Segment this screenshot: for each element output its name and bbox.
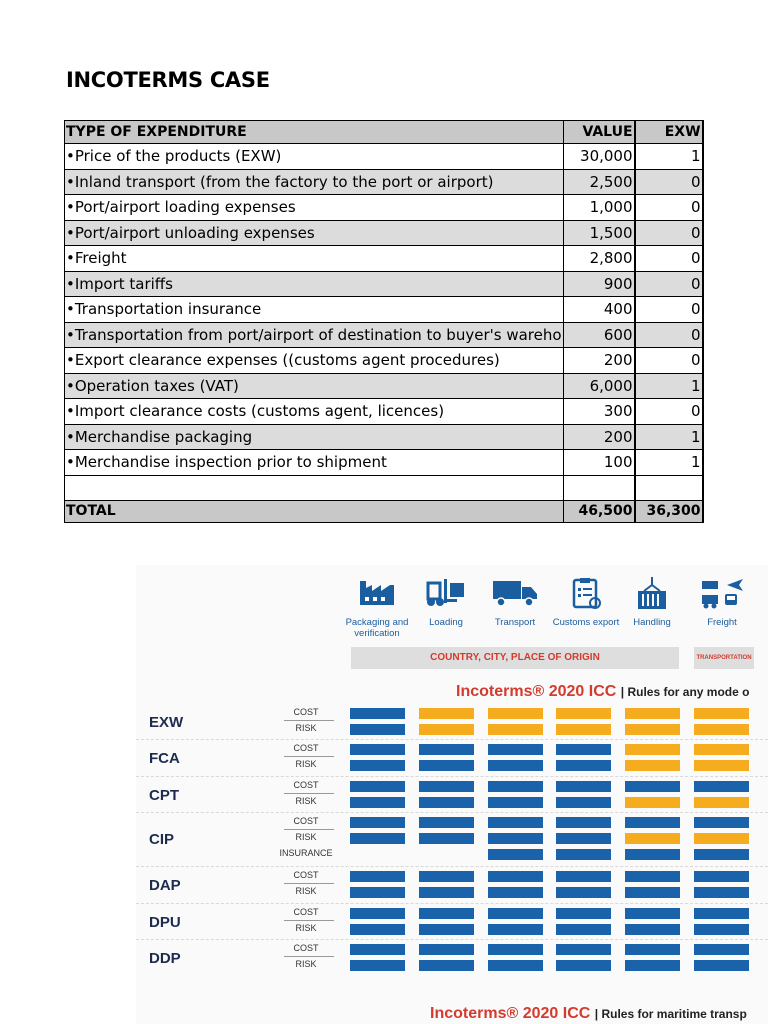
seller-cell (556, 781, 611, 792)
row-separator (136, 939, 768, 941)
seller-cell (556, 760, 611, 771)
seller-cell (350, 817, 405, 828)
seller-cell (350, 708, 405, 719)
step-3 (550, 577, 622, 628)
blank-cell (563, 475, 635, 500)
seller-cell (419, 833, 474, 844)
total-value: 46,500 (563, 500, 635, 522)
table-row (65, 373, 703, 399)
heading-subtitle: | Rules for any mode o (620, 685, 750, 699)
row-value: 400 (563, 297, 635, 323)
incoterms-heading (456, 683, 749, 701)
seller-cell (488, 833, 543, 844)
seller-cell (488, 871, 543, 882)
seller-cell (488, 760, 543, 771)
row-label: COST (293, 816, 319, 826)
total-label: TOTAL (65, 500, 564, 522)
term-dpu: DPU (149, 914, 181, 931)
truck-icon (479, 577, 551, 613)
seller-cell (488, 797, 543, 808)
row-item: •Export clearance expenses ((customs agent procedures) (65, 348, 564, 374)
buyer-cell (694, 744, 749, 755)
step-label: Transport (494, 617, 536, 628)
buyer-cell (625, 797, 680, 808)
table-row (65, 348, 703, 374)
seller-cell (694, 817, 749, 828)
seller-cell (350, 781, 405, 792)
seller-cell (419, 908, 474, 919)
seller-cell (694, 871, 749, 882)
heading2-subtitle: | Rules for maritime transp (594, 1007, 747, 1021)
seller-cell (625, 817, 680, 828)
row-item: •Inland transport (from the factory to the port or airport) (65, 169, 564, 195)
row-exw: 0 (635, 297, 703, 323)
origin-bar: COUNTRY, CITY, PLACE OF ORIGIN (351, 647, 679, 669)
row-label: COST (293, 707, 319, 717)
label-divider (284, 883, 334, 884)
row-value: 600 (563, 322, 635, 348)
row-item: •Import clearance costs (customs agent, licences) (65, 399, 564, 425)
row-item: •Port/airport loading expenses (65, 195, 564, 221)
seller-cell (488, 781, 543, 792)
seller-cell (419, 781, 474, 792)
seller-cell (625, 871, 680, 882)
blank-cell (635, 475, 703, 500)
row-value: 1,500 (563, 220, 635, 246)
seller-cell (694, 944, 749, 955)
row-label: RISK (295, 759, 317, 769)
row-label: COST (293, 907, 319, 917)
seller-cell (625, 887, 680, 898)
row-item: •Transportation insurance (65, 297, 564, 323)
seller-cell (488, 960, 543, 971)
row-label: COST (293, 743, 319, 753)
buyer-cell (556, 708, 611, 719)
seller-cell (556, 744, 611, 755)
seller-cell (556, 871, 611, 882)
row-separator (136, 739, 768, 741)
buyer-cell (488, 724, 543, 735)
buyer-cell (625, 760, 680, 771)
seller-cell (350, 960, 405, 971)
row-label: COST (293, 780, 319, 790)
term-fca: FCA (149, 750, 180, 767)
crane-container-icon (616, 577, 688, 613)
seller-cell (488, 908, 543, 919)
incoterms-heading-maritime (430, 1005, 747, 1023)
seller-cell (350, 887, 405, 898)
row-item: •Transportation from port/airport of destination to buyer's wareho (65, 322, 564, 348)
row-exw: 0 (635, 271, 703, 297)
clipboard-icon (550, 577, 622, 613)
header-value: VALUE (563, 121, 635, 144)
row-exw: 1 (635, 144, 703, 170)
row-exw: 1 (635, 373, 703, 399)
step-0 (341, 577, 413, 639)
row-exw: 1 (635, 450, 703, 476)
seller-cell (556, 833, 611, 844)
incoterms-graphic (136, 565, 768, 1024)
seller-cell (350, 724, 405, 735)
seller-cell (488, 944, 543, 955)
term-exw: EXW (149, 714, 184, 731)
row-value: 900 (563, 271, 635, 297)
seller-cell (694, 960, 749, 971)
total-exw: 36,300 (635, 500, 703, 522)
seller-cell (488, 817, 543, 828)
table-row (65, 424, 703, 450)
seller-cell (350, 797, 405, 808)
table-row (65, 220, 703, 246)
row-item: •Merchandise packaging (65, 424, 564, 450)
seller-cell (419, 760, 474, 771)
row-exw: 0 (635, 322, 703, 348)
seller-cell (556, 797, 611, 808)
seller-cell (419, 944, 474, 955)
term-ddp: DDP (149, 950, 181, 967)
label-divider (284, 756, 334, 757)
row-value: 200 (563, 424, 635, 450)
row-value: 30,000 (563, 144, 635, 170)
table-row (65, 271, 703, 297)
buyer-cell (625, 833, 680, 844)
step-2 (479, 577, 551, 628)
row-label: COST (293, 943, 319, 953)
seller-cell (350, 833, 405, 844)
seller-cell (350, 744, 405, 755)
buyer-cell (694, 724, 749, 735)
row-value: 300 (563, 399, 635, 425)
step-label: Freight (707, 617, 737, 628)
step-1 (410, 577, 482, 628)
multimodal-icon (686, 577, 758, 613)
page-title: INCOTERMS CASE (66, 68, 270, 92)
row-value: 100 (563, 450, 635, 476)
seller-cell (625, 944, 680, 955)
seller-cell (488, 887, 543, 898)
seller-cell (488, 924, 543, 935)
term-dap: DAP (149, 877, 181, 894)
label-divider (284, 956, 334, 957)
buyer-cell (625, 724, 680, 735)
row-item: •Import tariffs (65, 271, 564, 297)
label-divider (284, 829, 334, 830)
row-label: RISK (295, 832, 317, 842)
row-separator (136, 812, 768, 814)
row-label: INSURANCE (279, 848, 333, 858)
forklift-icon (410, 577, 482, 613)
table-row (65, 322, 703, 348)
table-row (65, 450, 703, 476)
label-divider (284, 920, 334, 921)
buyer-cell (419, 708, 474, 719)
seller-cell (488, 849, 543, 860)
step-label: Handling (633, 617, 671, 628)
seller-cell (556, 944, 611, 955)
step-label: Loading (429, 617, 463, 628)
row-separator (136, 776, 768, 778)
blank-cell (65, 475, 564, 500)
seller-cell (350, 924, 405, 935)
seller-cell (350, 944, 405, 955)
row-item: •Freight (65, 246, 564, 272)
row-exw: 0 (635, 169, 703, 195)
seller-cell (625, 781, 680, 792)
factory-icon (341, 577, 413, 613)
row-value: 2,500 (563, 169, 635, 195)
row-exw: 0 (635, 348, 703, 374)
row-label: RISK (295, 959, 317, 969)
row-label: COST (293, 870, 319, 880)
buyer-cell (694, 708, 749, 719)
row-item: •Port/airport unloading expenses (65, 220, 564, 246)
buyer-cell (694, 760, 749, 771)
seller-cell (694, 887, 749, 898)
seller-cell (488, 744, 543, 755)
buyer-cell (625, 708, 680, 719)
step-label: Packaging and verification (345, 617, 409, 639)
seller-cell (350, 760, 405, 771)
seller-cell (419, 797, 474, 808)
seller-cell (694, 781, 749, 792)
seller-cell (419, 817, 474, 828)
table-row (65, 246, 703, 272)
seller-cell (419, 871, 474, 882)
seller-cell (556, 908, 611, 919)
step-label: Customs export (552, 617, 620, 628)
buyer-cell (419, 724, 474, 735)
row-item: •Merchandise inspection prior to shipment (65, 450, 564, 476)
total-row (65, 500, 703, 522)
row-separator (136, 903, 768, 905)
row-label: RISK (295, 923, 317, 933)
heading-text: Incoterms® 2020 ICC (456, 683, 617, 700)
seller-cell (694, 924, 749, 935)
row-exw: 0 (635, 220, 703, 246)
row-item: •Operation taxes (VAT) (65, 373, 564, 399)
row-exw: 0 (635, 246, 703, 272)
seller-cell (694, 849, 749, 860)
row-label: RISK (295, 886, 317, 896)
seller-cell (625, 960, 680, 971)
seller-cell (694, 908, 749, 919)
row-value: 1,000 (563, 195, 635, 221)
seller-cell (556, 887, 611, 898)
table-row (65, 195, 703, 221)
row-label: RISK (295, 723, 317, 733)
buyer-cell (694, 797, 749, 808)
row-exw: 0 (635, 195, 703, 221)
header-exw: EXW (635, 121, 703, 144)
seller-cell (625, 924, 680, 935)
row-exw: 0 (635, 399, 703, 425)
buyer-cell (556, 724, 611, 735)
term-cpt: CPT (149, 787, 179, 804)
seller-cell (556, 817, 611, 828)
header-type: TYPE OF EXPENDITURE (65, 121, 564, 144)
blank-row (65, 475, 703, 500)
step-5 (686, 577, 758, 628)
seller-cell (625, 849, 680, 860)
seller-cell (625, 908, 680, 919)
table-row (65, 144, 703, 170)
seller-cell (419, 960, 474, 971)
seller-cell (419, 744, 474, 755)
row-value: 2,800 (563, 246, 635, 272)
seller-cell (556, 924, 611, 935)
seller-cell (419, 887, 474, 898)
buyer-cell (694, 833, 749, 844)
seller-cell (556, 960, 611, 971)
buyer-cell (625, 744, 680, 755)
row-label: RISK (295, 796, 317, 806)
table-row (65, 399, 703, 425)
label-divider (284, 793, 334, 794)
table-row (65, 169, 703, 195)
seller-cell (350, 871, 405, 882)
transport-bar: TRANSPORTATION (694, 647, 754, 669)
step-4 (616, 577, 688, 628)
seller-cell (419, 924, 474, 935)
row-value: 6,000 (563, 373, 635, 399)
expenditure-table (64, 120, 704, 523)
table-header-row (65, 121, 703, 144)
heading2-text: Incoterms® 2020 ICC (430, 1005, 591, 1022)
table-row (65, 297, 703, 323)
term-cip: CIP (149, 831, 175, 848)
row-value: 200 (563, 348, 635, 374)
row-item: •Price of the products (EXW) (65, 144, 564, 170)
seller-cell (556, 849, 611, 860)
seller-cell (350, 908, 405, 919)
row-exw: 1 (635, 424, 703, 450)
label-divider (284, 720, 334, 721)
buyer-cell (488, 708, 543, 719)
row-separator (136, 866, 768, 868)
